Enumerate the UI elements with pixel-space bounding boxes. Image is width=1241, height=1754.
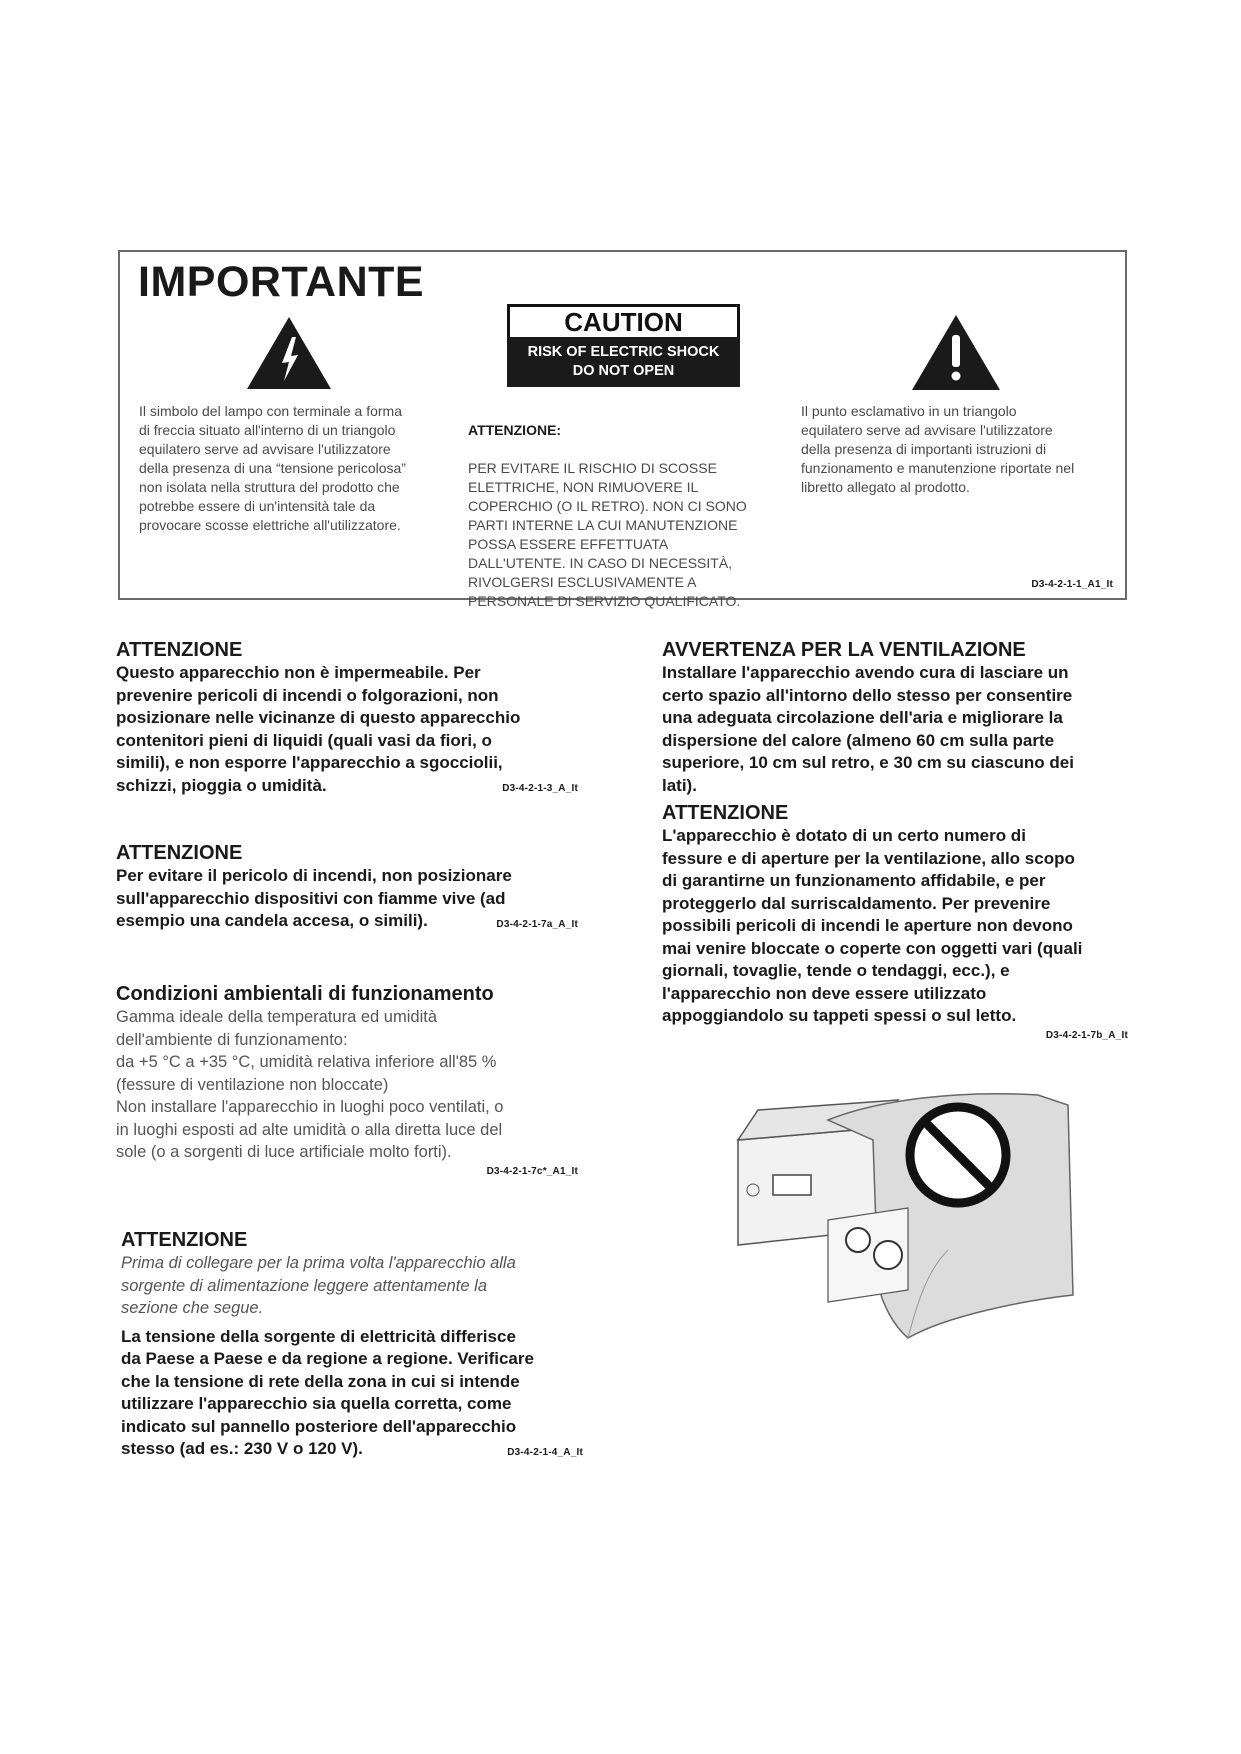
section-code: D3-4-2-1-7c*_A1_It <box>486 1165 578 1177</box>
section-heading: Condizioni ambientali di funzionamento <box>116 983 494 1005</box>
caution-explanation-heading: ATTENZIONE: <box>468 422 562 438</box>
section-flame-warning <box>116 841 578 933</box>
section-text: Installare l'apparecchio avendo cura di lasciare un certo spazio all'intorno dello stesso per consentire una adeguata circolazione dell'aria e migliorare la dispersione del calore (almeno 60 cm sulla parte superiore, 10 cm sul retro, e 30 cm su ciascuno dei lati). <box>662 663 1074 795</box>
section-environment <box>116 982 578 1177</box>
caution-subtitle: RISK OF ELECTRIC SHOCK DO NOT OPEN <box>507 337 740 387</box>
section-code: D3-4-2-1-4_A_It <box>507 1446 583 1458</box>
section-text: La tensione della sorgente di elettricità differisce da Paese a Paese e da regione a regione. Verificare che la tensione di rete della zona in cui si intende utilizzare l'apparecchio sia quella corretta, come indicato sul pannello posteriore dell'apparecchio stesso (ad es.: 230 V o 120 V). <box>121 1326 534 1458</box>
caution-label <box>507 304 740 387</box>
lightning-symbol-text: Il simbolo del lampo con terminale a forma di freccia situato all'interno di un triangolo equilatero serve ad avvisare l'utilizzatore della presenza di una “tensione pericolosa” non isolata nella struttura del prodotto che potrebbe essere di un'intensità tale da provocare scosse elettriche all'utilizzatore. <box>139 403 406 533</box>
section-heading: ATTENZIONE <box>121 1229 248 1251</box>
section-text: Gamma ideale della temperatura ed umidità dell'ambiente di funzionamento: da +5 °C a +35 °C, umidità relativa inferiore all'85 % (fessure di ventilazione non bloccate) Non installare l'apparecchio in luoghi poco ventilati, o in luoghi esposti ad alte umidità o alla diretta luce del sole (o a sorgenti di luce artificiale molto forti). <box>116 1008 504 1161</box>
section-voltage-warning <box>121 1228 583 1461</box>
exclamation-symbol-text: Il punto esclamativo in un triangolo equilatero serve ad avvisare l'utilizzatore della presenza di importanti istruzioni di funzionamento e manutenzione riportate nel libretto allegato al prodotto. <box>801 403 1075 495</box>
section-ventilation <box>662 638 1128 1041</box>
exclamation-warning-icon <box>912 315 1000 390</box>
section-intro: Prima di collegare per la prima volta l'apparecchio alla sorgente di alimentazione leggere attentamente la sezione che segue. <box>121 1254 516 1317</box>
importante-code: D3-4-2-1-1_A1_It <box>1031 579 1113 590</box>
caution-explanation <box>468 402 778 611</box>
caution-explanation-text: PER EVITARE IL RISCHIO DI SCOSSE ELETTRICHE, NON RIMUOVERE IL COPERCHIO (O IL RETRO). NON CI SONO PARTI INTERNE LA CUI MANUTENZIONE POSSA ESSERE EFFETTUATA DALL'UTENTE. IN CASO DI NECESSITÀ, RIVOLGERSI ESCLUSIVAMENTE A PERSONALE DI SERVIZIO QUALIFICATO. <box>468 460 747 609</box>
importante-title: IMPORTANTE <box>138 258 425 306</box>
section-heading: AVVERTENZA PER LA VENTILAZIONE <box>662 639 1026 661</box>
section-text: Per evitare il pericolo di incendi, non posizionare sull'apparecchio dispositivi con fiamme vive (ad esempio una candela accesa, o simili). <box>116 866 512 930</box>
section-text-2: L'apparecchio è dotato di un certo numero di fessure e di aperture per la ventilazione, allo scopo di garantirne un funzionamento affidabile, e per proteggerlo dal surriscaldamento. Per prevenire possibili pericoli di incendi le aperture non devono mai venire bloccate o coperte con oggetti vari (quali giornali, tovaglie, tende o tendaggi, ecc.), e l'apparecchio non deve essere utilizzato appoggiandolo su tappeti spessi o sul letto. <box>662 826 1083 1025</box>
section-heading: ATTENZIONE <box>116 842 243 864</box>
section-code: D3-4-2-1-7a_A_It <box>496 918 578 930</box>
section-heading: ATTENZIONE <box>116 639 243 661</box>
section-code: D3-4-2-1-3_A_It <box>502 783 578 794</box>
lightning-warning-icon <box>247 317 331 389</box>
covered-device-prohibited-illustration <box>708 1080 1088 1350</box>
section-text: Questo apparecchio non è impermeabile. Per prevenire pericoli di incendi o folgorazioni, non posizionare nelle vicinanze di questo apparecchio contenitori pieni di liquidi (quali vasi da fiori, o simili), e non esporre l'apparecchio a sgocciolii, schizzi, pioggia o umidità. <box>116 663 521 795</box>
caution-title: CAUTION <box>507 304 740 337</box>
section-code: D3-4-2-1-7b_A_It <box>1045 1029 1128 1041</box>
importante-box <box>118 250 1127 609</box>
section-heading-2: ATTENZIONE <box>662 802 789 824</box>
section-water-warning <box>116 638 578 797</box>
